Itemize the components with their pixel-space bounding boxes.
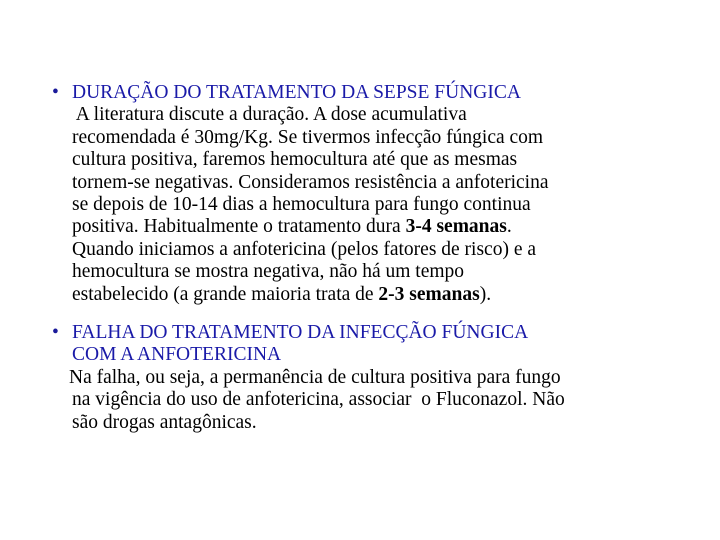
body-line: tornem-se negativas. Consideramos resistência a anfotericina [72,171,549,193]
bullet-icon: • [52,322,59,343]
bullet-row-2 [52,322,692,367]
body-text-segment: positiva. Habitualmente o tratamento dura [72,216,406,238]
section-sepse-duration [52,82,692,306]
body-line: A literatura discute a duração. A dose acumulativa [72,104,467,126]
section-heading: DURAÇÃO DO TRATAMENTO DA SEPSE FÚNGICA [72,82,521,103]
body-line: na vigência do uso de anfotericina, associar o Fluconazol. Não [72,389,565,411]
section-body [69,367,692,434]
body-line [72,216,692,238]
body-line: se depois de 10-14 dias a hemocultura para fungo continua [72,194,531,216]
bold-duration: 2-3 semanas [378,283,480,305]
body-line: hemocultura se mostra negativa, não há um tempo [72,261,465,283]
section-body [72,104,692,306]
body-text-segment: . [506,216,512,238]
body-line: cultura positiva, faremos hemocultura até que as mesmas [72,149,518,171]
heading-line: COM A ANFOTERICINA [72,344,282,366]
body-text-segment: ). [479,283,492,305]
body-line: Na falha, ou seja, a permanência de cultura positiva para fungo [69,366,561,388]
section-heading [72,322,528,367]
body-text-segment: estabelecido (a grande maioria trata de [72,283,379,305]
body-line: são drogas antagônicas. [72,411,257,433]
heading-line: FALHA DO TRATAMENTO DA INFECÇÃO FÚNGICA [72,322,529,343]
bold-duration: 3-4 semanas [405,216,507,238]
body-line: Quando iniciamos a anfotericina (pelos fatores de risco) e a [72,238,537,260]
body-line [72,284,692,306]
bullet-icon: • [52,82,59,103]
body-line: recomendada é 30mg/Kg. Se tivermos infecção fúngica com [72,126,544,148]
bullet-row-1 [52,82,692,104]
section-treatment-failure [52,322,692,434]
